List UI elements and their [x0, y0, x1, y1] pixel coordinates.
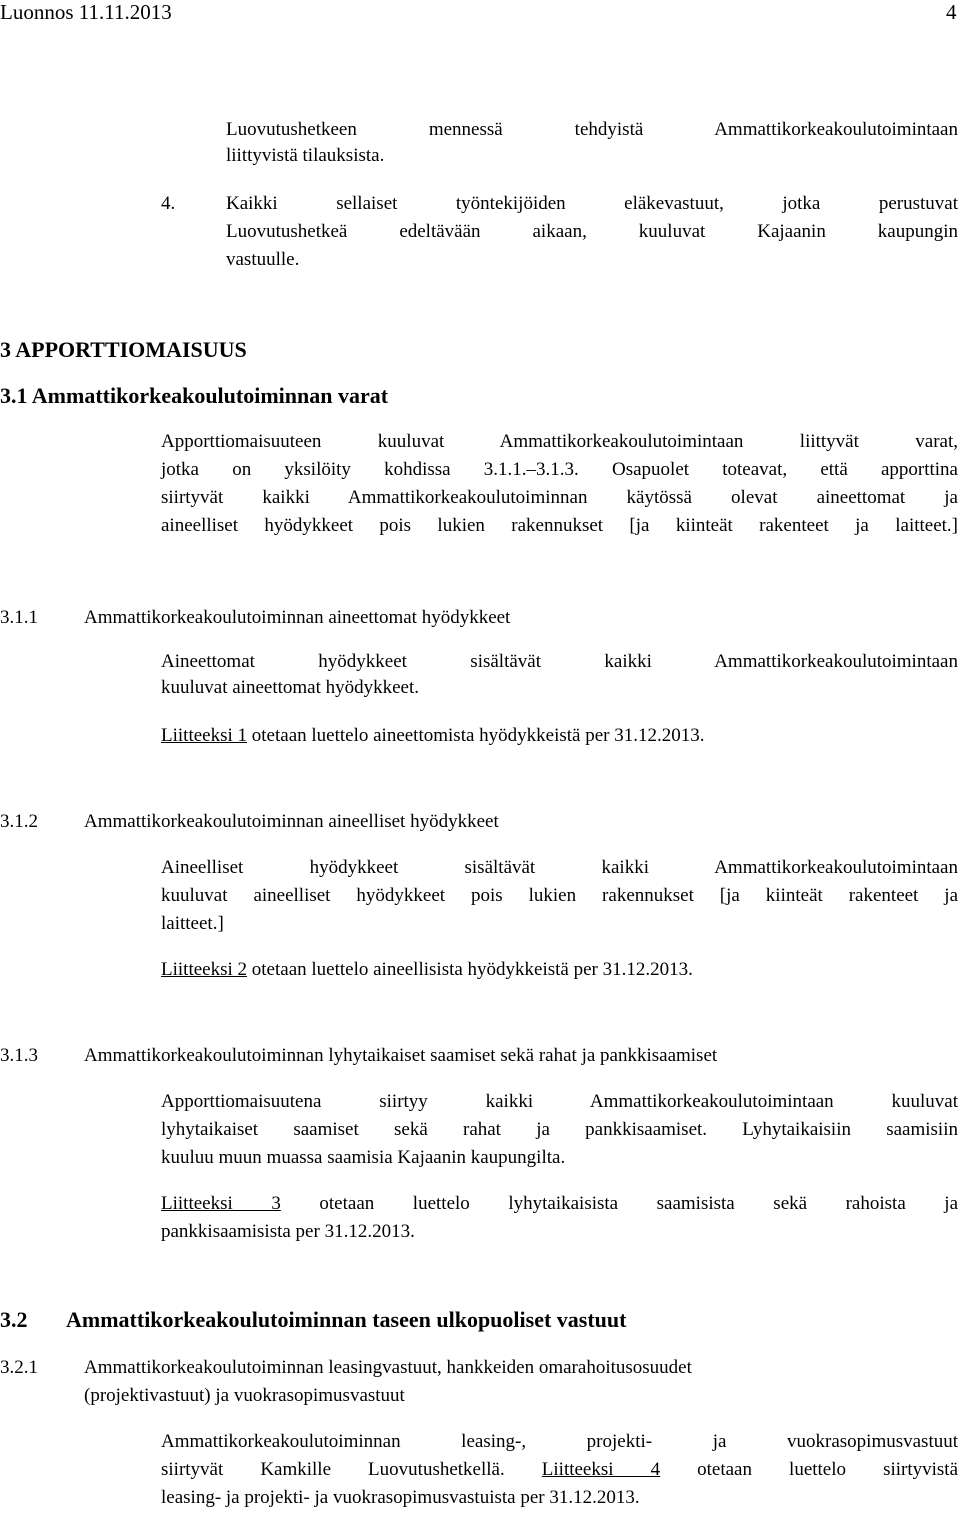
section-number: 3.1.3 — [0, 1045, 38, 1066]
section-title: Ammattikorkeakoulutoiminnan aineettomat hyödykkeet — [84, 607, 511, 628]
paragraph-line — [161, 1458, 958, 1482]
paragraph-line: Aineettomat hyödykkeet sisältävät kaikki Ammattikorkeakoulutoimintaan — [161, 651, 958, 672]
paragraph-line: laitteet.] — [161, 913, 224, 934]
list-item-line: Luovutushetkeä edeltävään aikaan, kuuluvat Kajaanin kaupungin — [226, 221, 958, 242]
paragraph-line: Apporttiomaisuuteen kuuluvat Ammattikorkeakoulutoimintaan liittyvät varat, — [161, 431, 958, 452]
paragraph-line: lyhytaikaiset saamiset sekä rahat ja pankkisaamiset. Lyhytaikaisiin saamisiin — [161, 1119, 958, 1140]
paragraph-line: aineelliset hyödykkeet pois lukien rakennukset [ja kiinteät rakenteet ja laitteet.] — [161, 515, 958, 536]
section-title: Ammattikorkeakoulutoiminnan aineelliset hyödykkeet — [84, 811, 499, 832]
paragraph-line: jotka on yksilöity kohdissa 3.1.1.–3.1.3. Osapuolet toteavat, että apporttina — [161, 459, 958, 480]
paragraph-line: Aineelliset hyödykkeet sisältävät kaikki Ammattikorkeakoulutoimintaan — [161, 857, 958, 878]
section-title: Ammattikorkeakoulutoiminnan lyhytaikaiset saamiset sekä rahat ja pankkisaamiset — [84, 1045, 718, 1066]
list-item-number: 4. — [161, 193, 176, 214]
section-heading: 3 APPORTTIOMAISUUS — [0, 337, 247, 362]
paragraph-line: kuuluvat aineettomat hyödykkeet. — [161, 677, 420, 698]
paragraph-text: otetaan luettelo siirtyvistä — [660, 1459, 959, 1480]
paragraph-line: Apporttiomaisuutena siirtyy kaikki Ammattikorkeakoulutoimintaan kuuluvat — [161, 1091, 958, 1112]
paragraph-text: siirtyvät Kamkille Luovutushetkellä. — [161, 1459, 542, 1480]
attachment-reference — [161, 1192, 958, 1216]
intro-paragraph-line: liittyvistä tilauksista. — [226, 145, 385, 166]
attachment-link[interactable]: Liitteeksi 4 — [541, 1459, 661, 1480]
attachment-link[interactable]: Liitteeksi 2 — [161, 959, 248, 980]
section-number: 3.1.1 — [0, 607, 38, 628]
subsection-heading: 3.1 Ammattikorkeakoulutoiminnan varat — [0, 383, 389, 408]
subsection-number: 3.2 — [0, 1307, 28, 1332]
subsection-heading: Ammattikorkeakoulutoiminnan taseen ulkopuoliset vastuut — [66, 1307, 627, 1332]
attachment-text: pankkisaamisista per 31.12.2013. — [161, 1221, 415, 1242]
attachment-text: otetaan luettelo aineellisista hyödykkeistä per 31.12.2013. — [247, 959, 693, 980]
paragraph-line: Ammattikorkeakoulutoiminnan leasing-, projekti- ja vuokrasopimusvastuut — [161, 1431, 958, 1452]
paragraph-line: siirtyvät kaikki Ammattikorkeakoulutoiminnan käytössä olevat aineettomat ja — [161, 487, 958, 508]
attachment-reference — [161, 958, 693, 982]
attachment-text: otetaan luettelo lyhytaikaisista saamisista sekä rahoista ja — [319, 1193, 959, 1214]
paragraph-line: kuuluvat aineelliset hyödykkeet pois lukien rakennukset [ja kiinteät rakenteet ja — [161, 885, 958, 906]
section-number: 3.1.2 — [0, 811, 38, 832]
attachment-text: otetaan luettelo aineettomista hyödykkeistä per 31.12.2013. — [247, 725, 705, 746]
paragraph-line: kuuluu muun muassa saamisia Kajaanin kaupungilta. — [161, 1147, 566, 1168]
section-title: (projektivastuut) ja vuokrasopimusvastuut — [84, 1385, 405, 1406]
document-header-title: Luonnos 11.11.2013 — [0, 0, 172, 24]
section-number: 3.2.1 — [0, 1357, 38, 1378]
page-number: 4 — [946, 0, 957, 24]
attachment-link[interactable]: Liitteeksi 3 — [161, 1193, 281, 1214]
attachment-reference — [161, 724, 704, 748]
list-item-line: Kaikki sellaiset työntekijöiden eläkevastuut, jotka perustuvat — [226, 193, 958, 214]
section-title: Ammattikorkeakoulutoiminnan leasingvastuut, hankkeiden omarahoitusosuudet — [84, 1357, 692, 1378]
paragraph-line: leasing- ja projekti- ja vuokrasopimusvastuista per 31.12.2013. — [161, 1487, 640, 1508]
attachment-link[interactable]: Liitteeksi 1 — [161, 725, 248, 746]
list-item-line: vastuulle. — [226, 249, 300, 270]
intro-paragraph-line: Luovutushetkeen mennessä tehdyistä Ammattikorkeakoulutoimintaan — [226, 119, 958, 140]
